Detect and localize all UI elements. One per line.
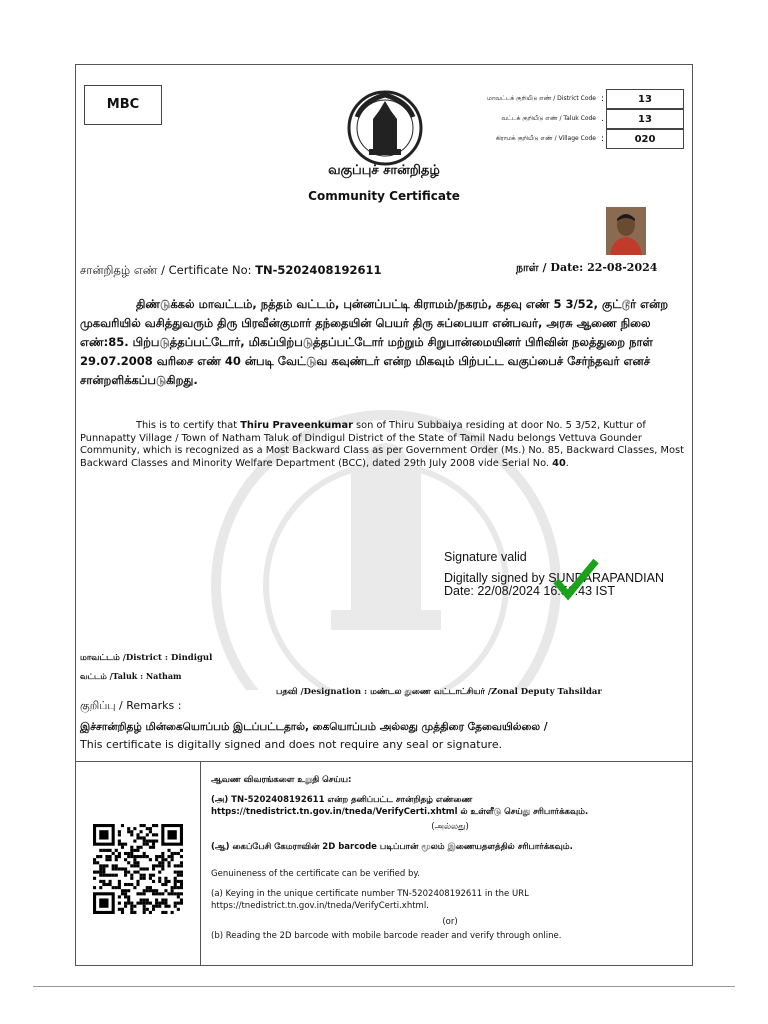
district-code-value: 13	[606, 89, 684, 109]
signature-status: Signature valid	[444, 550, 527, 564]
applicant-photo	[606, 207, 646, 255]
holder-name: Thiru Praveenkumar	[240, 420, 353, 431]
district-field: மாவட்டம் /District : Dindigul	[80, 653, 213, 663]
qr-code-column	[76, 762, 201, 966]
verify-option-a-tamil: (அ) TN-5202408192611 என்ற தனிப்பட்ட சான்றிதழ் எண்ணை https://tnedistrict.tn.gov.in/tneda/VerifyCerti.xhtml ல் உள்ளீடு செய்து சரிபார்க்கவும்.	[211, 795, 589, 817]
title-tamil: வகுப்புச் சான்றிதழ்	[328, 163, 440, 178]
category-badge: MBC	[84, 85, 162, 125]
certificate-main-section: MBC மாவட்டக் குறியீடு எண் / District Code : 13 வட்டக் குறியீடு எண் / Taluk Code . 13 கிராமக் குறியீடு எண் / Village Code : 020 வகுப்புச் சான்றிதழ் Community Certificate சான்றிதழ் எண் / Certificate No: TN-5202408192611 நாள் / Date: 22-08-2024 திண்டுக்கல் மாவட்டம், நத்தம் வட்டம், புன்னப்பட்டி கிராமம்/நகரம், கதவு எண் 5 3/52, குட்டூர் என்ற முகவரியில் வசித்துவரும் திரு பிரவீன்குமார் தந்தையின் பெயர் திரு சுப்பையா என்பவர், அரசு ஆணை நிலை எண்:85. பிற்படுத்தப்பட்டோர், மிகப்பிற்படுத்தப்பட்டோர் மற்றும் சிறுபான்மையினர் பிரிவின் நலத்துறை நாள் 29.07.2008 வரிசை எண் 40 ன்படி வேட்டுவ கவுண்டர் என்ற மிகவும் பிற்பட்ட வகுப்பைச் சேர்ந்தவர் எனச் சான்றளிக்கப்படுகிறது. This is to certify that Thiru Praveenkumar son of Thiru Subbaiya residing at door No. 5 3/52, Kuttur of Punnapatty Village / Town of Natham Taluk of Dindigul District of the State of Tamil Nadu belongs Vettuva Gounder Community, which is recognized as a Most Backward Class as per Government Order (Ms.) No. 85, Backward Classes, Most Backward Classes and Minority Welfare Department (BCC), dated 29th July 2008 vide Serial No. 40. Signature valid Digitally signed by SUNDARAPANDIAN Date: 22/08/2024 16:56:43 IST மாவட்டம் /District : Dindigul வட்டம் /Taluk : Natham பதவி /Designation : மண்டல துணை வட்டாட்சியர் /Zonal Deputy Tahsildar குறிப்பு / Remarks : இச்சான்றிதழ் மின்கையொப்பம் இடப்பட்டதால், கையொப்பம் அல்லது முத்திரை தேவையில்லை / This certificate is digitally signed and does not require any seal or signature.	[76, 65, 692, 761]
verify-or-english: (or)	[442, 917, 458, 927]
verify-or-tamil: (அல்லது)	[431, 822, 469, 832]
taluk-field: வட்டம் /Taluk : Natham	[80, 671, 182, 681]
taluk-code-value: 13	[606, 109, 684, 129]
verify-option-b-tamil: (ஆ) கைப்பேசி கேமராவின் 2D barcode படிப்பான் மூலம் இணையதளத்தில் சரிபார்க்கவும்.	[211, 842, 573, 852]
page-bottom-rule	[33, 986, 735, 987]
community-certificate	[75, 64, 693, 966]
checkmark-icon	[552, 555, 600, 603]
signature-date: Date: 22/08/2024 16:56:43 IST	[444, 584, 615, 598]
tamil-body-paragraph: திண்டுக்கல் மாவட்டம், நத்தம் வட்டம், புன்னப்பட்டி கிராமம்/நகரம், கதவு எண் 5 3/52, குட்டூர் என்ற முகவரியில் வசித்துவரும் திரு பிரவீன்குமார் தந்தையின் பெயர் திரு சுப்பையா என்பவர், அரசு ஆணை நிலை எண்:85. பிற்படுத்தப்பட்டோர், மிகப்பிற்படுத்தப்பட்டோர் மற்றும் சிறுபான்மையினர் பிரிவின் நலத்துறை நாள் 29.07.2008 வரிசை எண் 40 ன்படி வேட்டுவ கவுண்டர் என்ற மிகவும் பிற்பட்ட வகுப்பைச் சேர்ந்தவர் எனச் சான்றளிக்கப்படுகிறது.	[80, 297, 669, 387]
verify-heading-english: Genuineness of the certificate can be verified by.	[211, 869, 420, 879]
village-code-value: 020	[606, 129, 684, 149]
tn-emblem-icon	[333, 89, 437, 167]
remarks-label: குறிப்பு / Remarks :	[80, 699, 182, 712]
certificate-number: சான்றிதழ் எண் / Certificate No: TN-5202408192611	[80, 263, 382, 277]
note-tamil: இச்சான்றிதழ் மின்கையொப்பம் இடப்பட்டதால், கையொப்பம் அல்லது முத்திரை தேவையில்லை /	[80, 721, 548, 733]
note-english: This certificate is digitally signed and does not require any seal or signature.	[80, 738, 503, 751]
english-body-paragraph: This is to certify that Thiru Praveenkumar son of Thiru Subbaiya residing at door No. 5 3/52, Kuttur of Punnapatty Village / Town of Natham Taluk of Dindigul District of the State of Tamil Nadu belongs Vettuva Gounder Community, which is recognized as a Most Backward Class as per Government Order (Ms.) No. 85, Backward Classes, Most Backward Classes and Minority Welfare Department (BCC), dated 29th July 2008 vide Serial No. 40.	[80, 420, 684, 469]
verification-section	[76, 761, 692, 966]
certificate-date: நாள் / Date: 22-08-2024	[516, 261, 658, 274]
verify-heading-tamil: ஆவண விவரங்களை உறுதி செய்ய:	[211, 775, 352, 785]
title-english: Community Certificate	[308, 189, 460, 203]
qr-code-icon[interactable]	[93, 824, 183, 914]
verify-option-a-english: (a) Keying in the unique certificate number TN-5202408192611 in the URL https://tnedistrict.tn.gov.in/tneda/VerifyCerti.xhtml.	[211, 889, 529, 911]
verify-option-b-english: (b) Reading the 2D barcode with mobile barcode reader and verify through online.	[211, 931, 562, 941]
designation-field: பதவி /Designation : மண்டல துணை வட்டாட்சியர் /Zonal Deputy Tahsildar	[276, 687, 602, 697]
signature-signer: Digitally signed by SUNDARAPANDIAN	[444, 571, 664, 585]
